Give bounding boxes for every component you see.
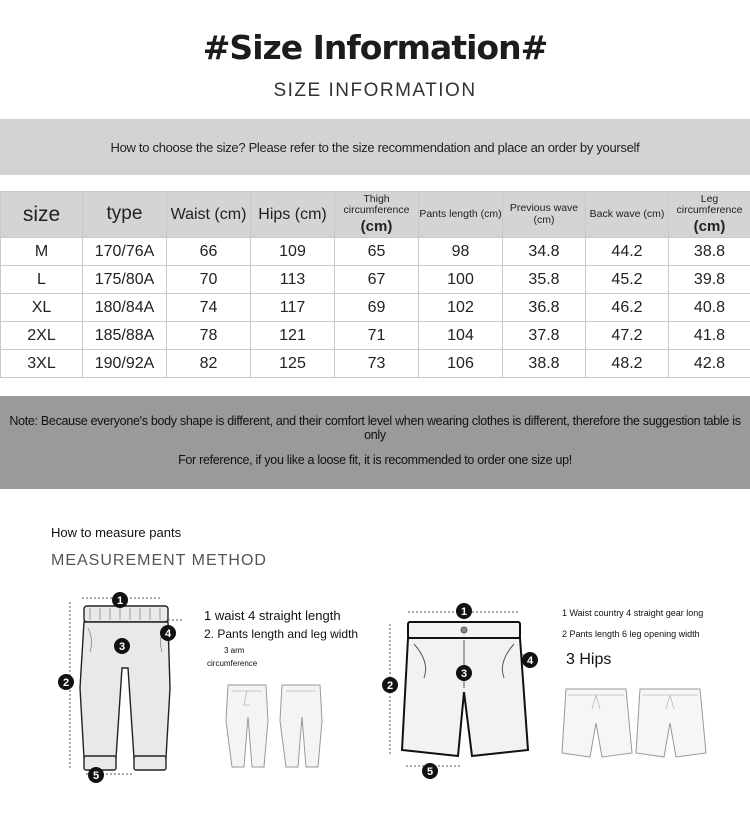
svg-text:2: 2	[62, 677, 70, 689]
table-cell: 40.8	[669, 294, 750, 322]
table-cell: 100	[419, 266, 503, 294]
table-cell: 102	[419, 294, 503, 322]
measurement-method-heading: MEASUREMENT METHOD	[51, 552, 267, 569]
table-cell: XL	[1, 294, 83, 322]
table-cell: M	[1, 238, 83, 266]
table-cell: 113	[251, 266, 335, 294]
table-cell: 37.8	[503, 322, 586, 350]
table-row	[1, 294, 750, 322]
header-type: type	[83, 192, 167, 238]
table-cell: L	[1, 266, 83, 294]
long-pants-photos	[222, 681, 332, 773]
table-cell: 45.2	[586, 266, 669, 294]
table-cell: 46.2	[586, 294, 669, 322]
table-cell: 78	[167, 322, 251, 350]
note-line-2: For reference, if you like a loose fit, it is recommended to order one size up!	[178, 453, 572, 467]
table-row	[1, 266, 750, 294]
table-cell: 121	[251, 322, 335, 350]
left-note-2: 2. Pants length and leg width	[204, 627, 359, 641]
table-cell: 42.8	[669, 350, 750, 378]
table-cell: 39.8	[669, 266, 750, 294]
table-cell: 35.8	[503, 266, 586, 294]
table-cell: 117	[251, 294, 335, 322]
left-note-3b: circumference	[207, 659, 258, 668]
table-cell: 74	[167, 294, 251, 322]
svg-text:1: 1	[116, 595, 124, 607]
header-hips: Hips (cm)	[251, 192, 335, 238]
table-cell: 44.2	[586, 238, 669, 266]
table-cell: 41.8	[669, 322, 750, 350]
header-leg-unit: (cm)	[693, 217, 726, 235]
table-cell: 104	[419, 322, 503, 350]
table-cell: 109	[251, 238, 335, 266]
table-cell: 3XL	[1, 350, 83, 378]
page-subtitle: SIZE INFORMATION	[273, 80, 477, 101]
size-guide-banner-text: How to choose the size? Please refer to the size recommendation and place an order by yourself	[110, 139, 640, 155]
page-title: #Size Information#	[202, 28, 548, 67]
svg-text:3: 3	[460, 668, 468, 680]
table-cell: 36.8	[503, 294, 586, 322]
table-row	[1, 238, 750, 266]
svg-text:1: 1	[460, 606, 468, 618]
header-thigh-label: Thigh circumference	[343, 192, 410, 217]
table-cell: 98	[419, 238, 503, 266]
header-pants-length: Pants length (cm)	[419, 192, 503, 238]
note-banner	[0, 396, 750, 489]
note-line-1: Note: Because everyone's body shape is different, and their comfort level when wearing clothes is different, therefore the suggestion table is only	[9, 414, 741, 442]
svg-text:2: 2	[386, 680, 394, 692]
svg-text:4: 4	[526, 655, 534, 667]
header-back-wave: Back wave (cm)	[586, 192, 669, 238]
table-cell: 170/76A	[83, 238, 167, 266]
table-cell: 185/88A	[83, 322, 167, 350]
table-cell: 38.8	[669, 238, 750, 266]
left-note-1: 1 waist 4 straight length	[204, 608, 341, 623]
header-leg	[669, 192, 750, 238]
table-row	[1, 322, 750, 350]
table-cell: 65	[335, 238, 419, 266]
table-cell: 38.8	[503, 350, 586, 378]
table-cell: 82	[167, 350, 251, 378]
table-cell: 73	[335, 350, 419, 378]
table-cell: 190/92A	[83, 350, 167, 378]
table-cell: 71	[335, 322, 419, 350]
svg-text:3: 3	[118, 641, 126, 653]
size-table	[0, 191, 750, 378]
table-cell: 2XL	[1, 322, 83, 350]
table-cell: 125	[251, 350, 335, 378]
table-cell: 180/84A	[83, 294, 167, 322]
table-cell: 66	[167, 238, 251, 266]
how-to-measure-heading: How to measure pants	[51, 525, 182, 540]
header-thigh	[335, 192, 419, 238]
table-cell: 34.8	[503, 238, 586, 266]
table-cell: 70	[167, 266, 251, 294]
size-guide-banner	[0, 119, 750, 175]
table-cell: 69	[335, 294, 419, 322]
svg-text:5: 5	[92, 770, 100, 782]
header-leg-label: Leg circumference	[676, 192, 743, 217]
svg-text:5: 5	[426, 766, 434, 778]
table-cell: 47.2	[586, 322, 669, 350]
right-note-2: 2 Pants length 6 leg opening width	[562, 629, 700, 639]
header-size: size	[1, 192, 83, 238]
right-note-1: 1 Waist country 4 straight gear long	[562, 608, 704, 618]
svg-text:4: 4	[164, 628, 172, 640]
table-cell: 106	[419, 350, 503, 378]
long-pants-diagram	[50, 588, 190, 788]
table-header-row	[1, 192, 750, 238]
right-note-3: 3 Hips	[566, 651, 612, 668]
shorts-diagram	[378, 600, 548, 785]
header-thigh-unit: (cm)	[360, 217, 393, 235]
header-waist: Waist (cm)	[167, 192, 251, 238]
header-previous-wave: Previous wave (cm)	[503, 192, 586, 238]
table-cell: 175/80A	[83, 266, 167, 294]
table-cell: 48.2	[586, 350, 669, 378]
left-note-3a: 3 arm	[224, 646, 245, 655]
table-cell: 67	[335, 266, 419, 294]
shorts-photos	[560, 683, 710, 765]
table-row	[1, 350, 750, 378]
